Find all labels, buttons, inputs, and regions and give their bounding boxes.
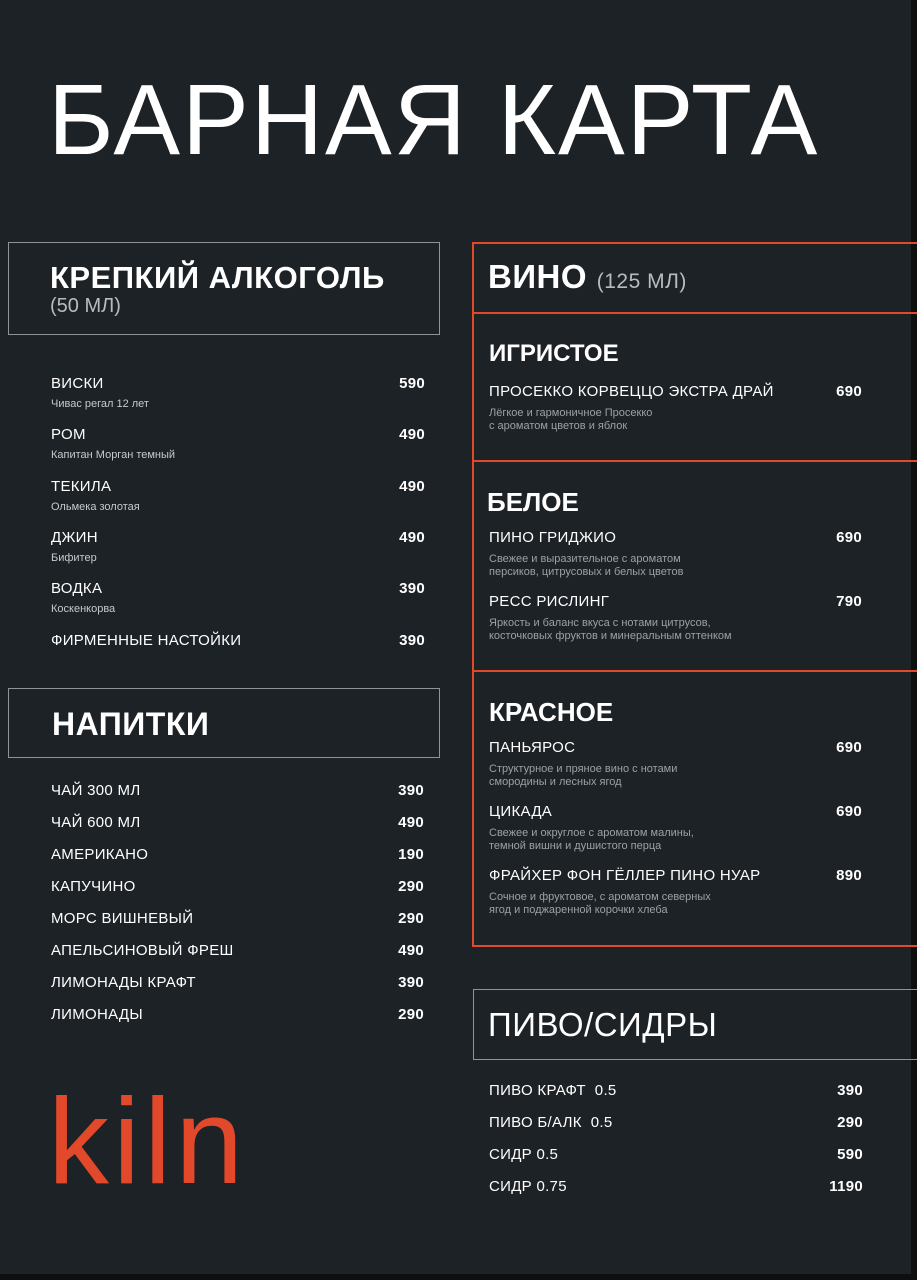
item-price: 390 xyxy=(398,782,424,799)
item-name: ДЖИН xyxy=(51,529,98,546)
item-desc: Свежее и выразительное с ароматом персиков, цитрусовых и белых цветов xyxy=(489,553,684,578)
list-item xyxy=(51,878,424,895)
list-item xyxy=(51,974,424,991)
item-price: 290 xyxy=(398,910,424,927)
item-price: 190 xyxy=(398,846,424,863)
item-name: МОРС ВИШНЕВЫЙ xyxy=(51,910,194,927)
item-name: ЛИМОНАДЫ КРАФТ xyxy=(51,974,196,991)
list-item xyxy=(51,910,424,927)
item-name: ПИНО ГРИДЖИО xyxy=(489,529,617,546)
list-item xyxy=(51,814,424,831)
item-price: 290 xyxy=(398,1006,424,1023)
item-desc: Яркость и баланс вкуса с нотами цитрусов, косточковых фруктов и минеральным оттенком xyxy=(489,617,732,642)
item-price: 390 xyxy=(399,580,425,597)
item-price: 490 xyxy=(399,426,425,443)
list-item xyxy=(51,846,424,863)
item-price: 490 xyxy=(399,478,425,495)
wine-divider xyxy=(472,312,917,314)
item-name: ВОДКА xyxy=(51,580,103,597)
red-heading: КРАСНОЕ xyxy=(489,697,614,727)
spirits-subheading: (50 МЛ) xyxy=(50,295,121,317)
list-item xyxy=(51,426,425,443)
list-item xyxy=(51,1006,424,1023)
beer-heading: ПИВО/СИДРЫ xyxy=(488,1006,718,1043)
list-item xyxy=(489,1082,863,1099)
list-item xyxy=(489,803,862,820)
list-item xyxy=(489,593,862,610)
list-item xyxy=(51,580,425,597)
item-price: 390 xyxy=(837,1082,863,1099)
list-item xyxy=(51,529,425,546)
item-price: 690 xyxy=(836,739,862,756)
item-price: 490 xyxy=(398,814,424,831)
item-desc: Структурное и пряное вино с нотами смородины и лесных ягод xyxy=(489,763,678,788)
item-price: 590 xyxy=(837,1146,863,1163)
item-name: РЕСС РИСЛИНГ xyxy=(489,593,610,610)
list-item xyxy=(51,478,425,495)
item-desc: Чивас регал 12 лет xyxy=(51,398,149,410)
item-desc: Капитан Морган темный xyxy=(51,449,176,461)
list-item xyxy=(489,529,862,546)
item-name: ЧАЙ 300 МЛ xyxy=(51,782,141,799)
list-item xyxy=(51,782,424,799)
item-name: ФИРМЕННЫЕ НАСТОЙКИ xyxy=(51,632,242,649)
item-name: ПАНЬЯРОС xyxy=(489,739,576,756)
list-item xyxy=(489,739,862,756)
wine-heading xyxy=(488,258,687,296)
item-name: ЦИКАДА xyxy=(489,803,553,820)
item-desc: Ольмека золотая xyxy=(51,501,140,513)
white-heading: БЕЛОЕ xyxy=(487,487,579,517)
item-name: СИДР 0.5 xyxy=(489,1146,559,1163)
item-name: СИДР 0.75 xyxy=(489,1178,567,1195)
item-price: 490 xyxy=(399,529,425,546)
item-price: 290 xyxy=(837,1114,863,1131)
wine-subheading: (125 МЛ) xyxy=(596,270,687,293)
item-price: 590 xyxy=(399,375,425,392)
item-price: 890 xyxy=(836,867,862,884)
item-name: ЛИМОНАДЫ xyxy=(51,1006,143,1023)
list-item xyxy=(489,867,862,884)
item-price: 690 xyxy=(836,383,862,400)
item-name: ПРОСЕККО КОРВЕЦЦО ЭКСТРА ДРАЙ xyxy=(489,383,774,400)
drinks-heading: НАПИТКИ xyxy=(52,706,210,742)
item-price: 390 xyxy=(399,632,425,649)
item-name: ПИВО КРАФТ 0.5 xyxy=(489,1082,617,1099)
item-price: 690 xyxy=(836,529,862,546)
wine-divider xyxy=(472,460,917,462)
page-title: БАРНАЯ КАРТА xyxy=(48,64,820,176)
item-desc: Бифитер xyxy=(51,552,97,564)
wine-heading-label: ВИНО xyxy=(488,258,588,295)
list-item xyxy=(489,1146,863,1163)
item-desc: Лёгкое и гармоничное Просекко с ароматом цветов и яблок xyxy=(489,407,653,432)
item-price: 290 xyxy=(398,878,424,895)
item-desc: Сочное и фруктовое, с ароматом северных ягод и поджаренной корочки хлеба xyxy=(489,891,711,916)
list-item xyxy=(489,1114,863,1131)
item-price: 390 xyxy=(398,974,424,991)
item-name: ФРАЙХЕР ФОН ГЁЛЛЕР ПИНО НУАР xyxy=(489,867,761,884)
list-item xyxy=(51,942,424,959)
list-item xyxy=(489,383,862,400)
kiln-logo: kiln xyxy=(48,1073,248,1209)
item-desc: Свежее и округлое с ароматом малины, темной вишни и душистого перца xyxy=(489,827,694,852)
item-name: ВИСКИ xyxy=(51,375,104,392)
item-name: АПЕЛЬСИНОВЫЙ ФРЕШ xyxy=(51,942,234,959)
list-item xyxy=(51,632,425,649)
list-item xyxy=(51,375,425,392)
item-name: ЧАЙ 600 МЛ xyxy=(51,814,141,831)
item-desc: Коскенкорва xyxy=(51,603,116,615)
item-name: РОМ xyxy=(51,426,86,443)
item-name: АМЕРИКАНО xyxy=(51,846,149,863)
item-price: 490 xyxy=(398,942,424,959)
item-price: 1190 xyxy=(829,1178,863,1195)
wine-divider xyxy=(472,670,917,672)
item-price: 690 xyxy=(836,803,862,820)
item-name: ПИВО Б/АЛК 0.5 xyxy=(489,1114,613,1131)
item-name: ТЕКИЛА xyxy=(51,478,112,495)
item-name: КАПУЧИНО xyxy=(51,878,136,895)
list-item xyxy=(489,1178,863,1195)
sparkling-heading: ИГРИСТОЕ xyxy=(489,340,619,367)
item-price: 790 xyxy=(836,593,862,610)
spirits-heading: КРЕПКИЙ АЛКОГОЛЬ xyxy=(50,260,385,295)
